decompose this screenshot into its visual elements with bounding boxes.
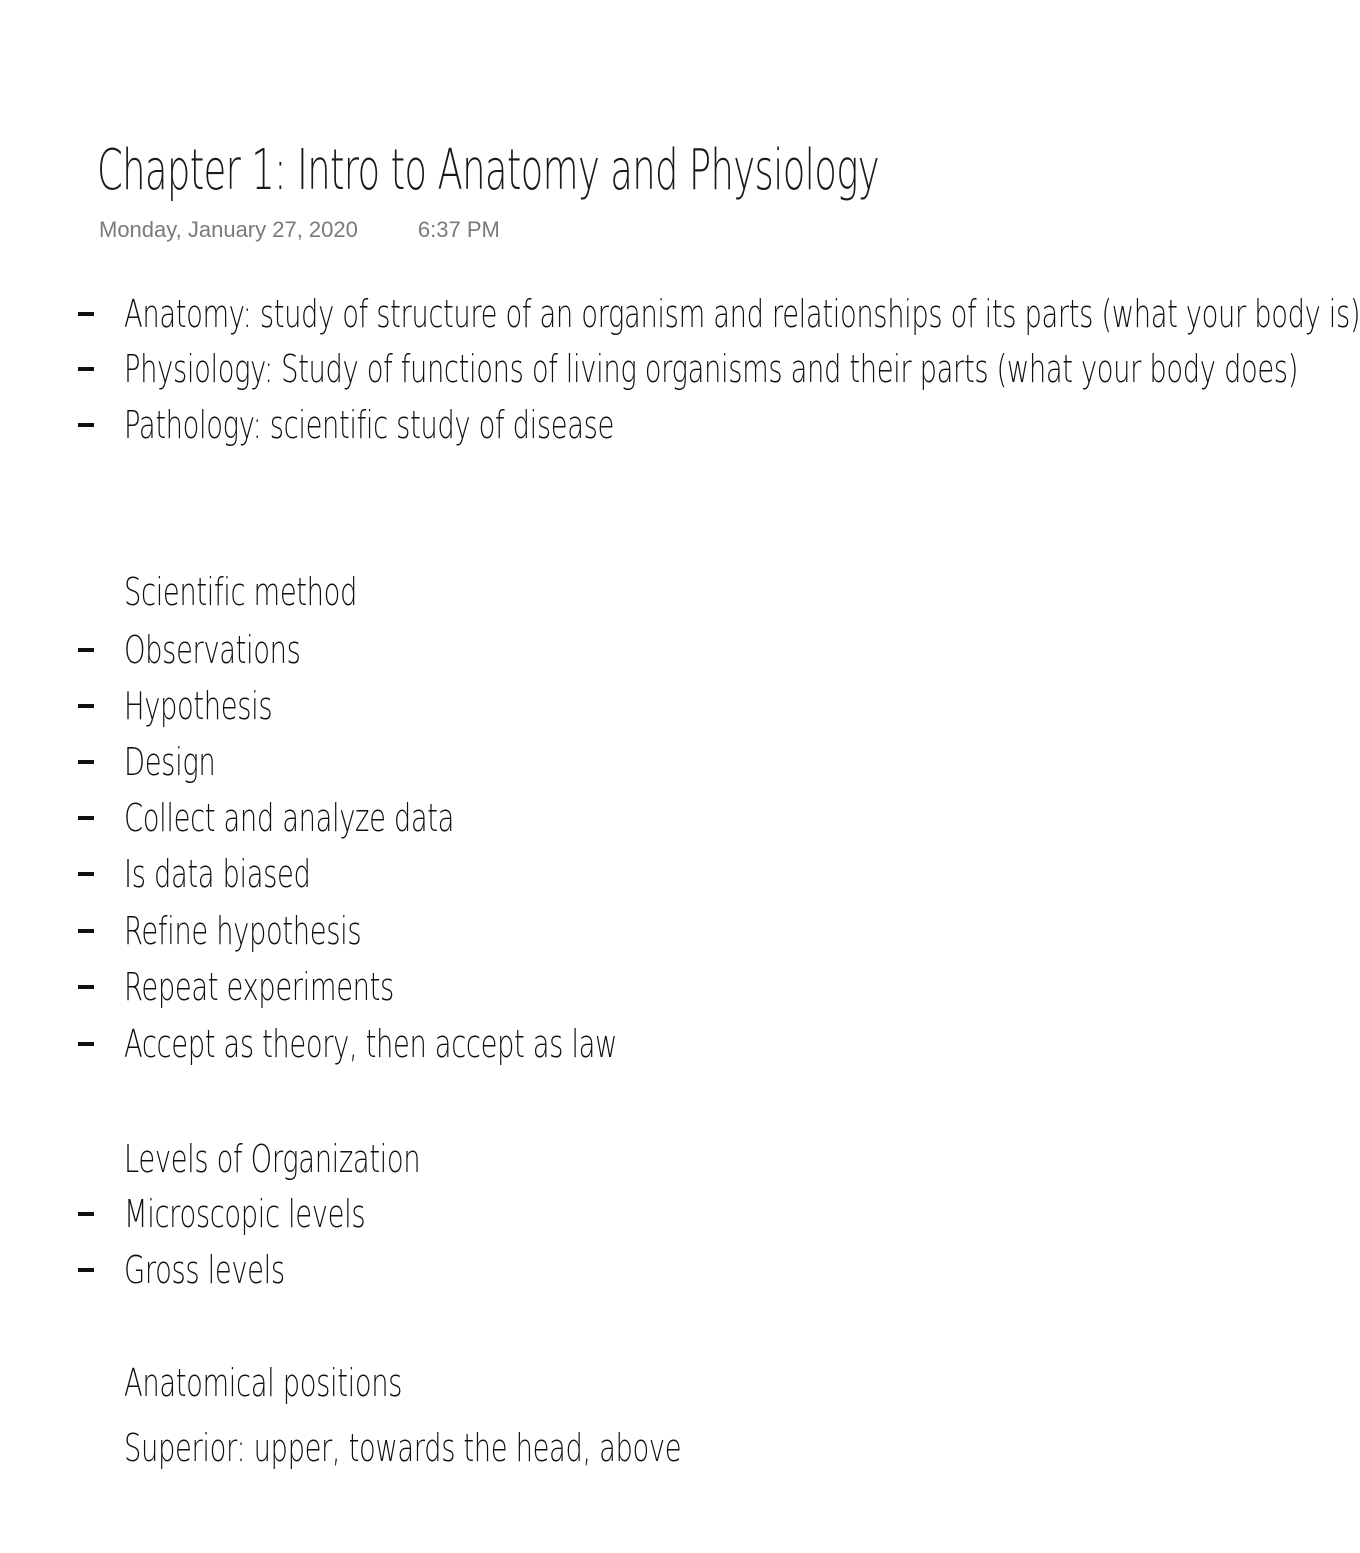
method-step: Repeat experiments	[124, 965, 394, 1009]
list-item	[0, 734, 1200, 790]
method-step: Is data biased	[124, 852, 311, 896]
section-heading	[0, 1355, 1200, 1411]
levels-heading: Levels of Organization	[124, 1137, 421, 1181]
note-date: Monday, January 27, 2020	[99, 217, 358, 242]
dash-bullet-icon	[78, 648, 94, 652]
method-step: Refine hypothesis	[124, 909, 362, 953]
definition-pathology: Pathology: scientific study of disease	[124, 403, 614, 447]
list-item	[0, 341, 1299, 397]
list-item	[0, 397, 1200, 453]
list-item	[0, 1186, 1200, 1242]
dash-bullet-icon	[78, 367, 94, 371]
dash-bullet-icon	[78, 1268, 94, 1272]
cut-off-text: Superior: upper, towards the head, above	[124, 1426, 682, 1470]
level-item: Gross levels	[124, 1248, 285, 1292]
scientific-method-heading: Scientific method	[124, 570, 358, 614]
list-item	[0, 903, 1200, 959]
definition-anatomy: Anatomy: study of structure of an organism and relationships of its parts (what your body is)	[124, 292, 1360, 336]
note-time: 6:37 PM	[417, 217, 500, 242]
list-item	[0, 790, 1200, 846]
method-step: Accept as theory, then accept as law	[124, 1022, 618, 1066]
method-step: Collect and analyze data	[124, 796, 455, 840]
dash-bullet-icon	[78, 985, 94, 989]
list-item	[0, 678, 1200, 734]
dash-bullet-icon	[78, 1212, 94, 1216]
list-item	[0, 286, 1360, 342]
dash-bullet-icon	[78, 760, 94, 764]
method-step: Observations	[124, 628, 301, 672]
list-item	[0, 846, 1200, 902]
section-heading	[0, 1131, 1200, 1187]
dash-bullet-icon	[78, 929, 94, 933]
cut-off-line	[124, 1410, 824, 1470]
anatomical-positions-heading: Anatomical positions	[124, 1361, 403, 1405]
dash-bullet-icon	[78, 423, 94, 427]
dash-bullet-icon	[78, 872, 94, 876]
list-item	[0, 1016, 1200, 1072]
list-item	[0, 959, 1200, 1015]
method-step: Design	[124, 740, 216, 784]
list-item	[0, 1242, 1200, 1298]
definition-physiology: Physiology: Study of functions of living organisms and their parts (what your body does)	[124, 347, 1299, 391]
dash-bullet-icon	[78, 312, 94, 316]
section-heading	[0, 564, 1200, 620]
level-item: Microscopic levels	[124, 1192, 366, 1236]
note-timestamp	[99, 217, 500, 243]
dash-bullet-icon	[78, 816, 94, 820]
method-step: Hypothesis	[124, 684, 273, 728]
dash-bullet-icon	[78, 704, 94, 708]
list-item	[0, 622, 1200, 678]
page-title: Chapter 1: Intro to Anatomy and Physiology	[97, 138, 879, 203]
dash-bullet-icon	[78, 1042, 94, 1046]
